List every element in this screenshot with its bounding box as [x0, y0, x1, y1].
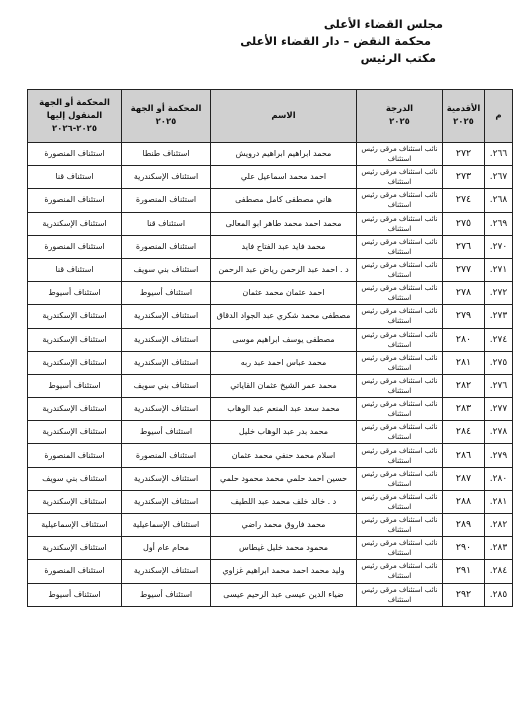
- row-number: ٢٧٩.: [485, 444, 513, 467]
- grade-cell: نائب استئناف مرقى رئيس استئناف: [357, 189, 443, 212]
- seniority-cell: ٢٧٨: [443, 282, 485, 305]
- table-row: [28, 537, 513, 560]
- row-number: ٢٨٠.: [485, 467, 513, 490]
- target-court-cell: استئناف الإسكندرية: [28, 328, 122, 351]
- target-court-cell: استئناف أسيوط: [28, 282, 122, 305]
- column-header-name: الاسم: [211, 90, 357, 143]
- grade-cell: نائب استئناف مرقى رئيس استئناف: [357, 514, 443, 537]
- table-header-row: [28, 90, 513, 143]
- table-row: [28, 514, 513, 537]
- target-court-cell: استئناف قنا: [28, 258, 122, 281]
- grade-cell: نائب استئناف مرقى رئيس استئناف: [357, 467, 443, 490]
- row-number: ٢٨٢.: [485, 514, 513, 537]
- row-number: ٢٧٨.: [485, 421, 513, 444]
- seniority-cell: ٢٧٣: [443, 166, 485, 189]
- current-court-cell: استئناف المنصورة: [122, 235, 211, 258]
- current-court-cell: استئناف أسيوط: [122, 583, 211, 606]
- grade-cell: نائب استئناف مرقى رئيس استئناف: [357, 258, 443, 281]
- column-header-number: م: [485, 90, 513, 143]
- grade-cell: نائب استئناف مرقى رئيس استئناف: [357, 374, 443, 397]
- grade-cell: نائب استئناف مرقى رئيس استئناف: [357, 328, 443, 351]
- judges-roster-table: [27, 89, 513, 607]
- target-court-cell: استئناف الإسكندرية: [28, 305, 122, 328]
- current-court-cell: استئناف الإسكندرية: [122, 560, 211, 583]
- grade-cell: نائب استئناف مرقى رئيس استئناف: [357, 537, 443, 560]
- table-row: [28, 282, 513, 305]
- row-number: ٢٨٥.: [485, 583, 513, 606]
- table-row: [28, 421, 513, 444]
- row-number: ٢٨٣.: [485, 537, 513, 560]
- current-court-cell: استئناف الإسكندرية: [122, 467, 211, 490]
- grade-cell: نائب استئناف مرقى رئيس استئناف: [357, 212, 443, 235]
- row-number: ٢٨٤.: [485, 560, 513, 583]
- column-header-grade: الدرجة ٢٠٢٥: [357, 90, 443, 143]
- row-number: ٢٧٣.: [485, 305, 513, 328]
- target-court-cell: استئناف الإسكندرية: [28, 421, 122, 444]
- grade-cell: نائب استئناف مرقى رئيس استئناف: [357, 143, 443, 166]
- grade-cell: نائب استئناف مرقى رئيس استئناف: [357, 421, 443, 444]
- grade-cell: نائب استئناف مرقى رئيس استئناف: [357, 490, 443, 513]
- name-cell: هاني مصطفى كامل مصطفى: [211, 189, 357, 212]
- current-court-cell: استئناف أسيوط: [122, 282, 211, 305]
- seniority-cell: ٢٧٩: [443, 305, 485, 328]
- table-row: [28, 328, 513, 351]
- seniority-cell: ٢٨٠: [443, 328, 485, 351]
- name-cell: حسين احمد حلمي محمد محمود حلمي: [211, 467, 357, 490]
- column-header-court: المحكمة أو الجهة ٢٠٢٥: [122, 90, 211, 143]
- row-number: ٢٧٧.: [485, 398, 513, 421]
- target-court-cell: استئناف الإسكندرية: [28, 212, 122, 235]
- current-court-cell: استئناف المنصورة: [122, 189, 211, 212]
- grade-cell: نائب استئناف مرقى رئيس استئناف: [357, 282, 443, 305]
- row-number: ٢٧٤.: [485, 328, 513, 351]
- table-row: [28, 212, 513, 235]
- seniority-cell: ٢٧٤: [443, 189, 485, 212]
- table-row: [28, 143, 513, 166]
- current-court-cell: استئناف الإسكندرية: [122, 490, 211, 513]
- seniority-cell: ٢٩٠: [443, 537, 485, 560]
- table-row: [28, 351, 513, 374]
- target-court-cell: استئناف الإسكندرية: [28, 537, 122, 560]
- seniority-cell: ٢٨٢: [443, 374, 485, 397]
- table-row: [28, 305, 513, 328]
- current-court-cell: استئناف الإسكندرية: [122, 328, 211, 351]
- row-number: ٢٧٢.: [485, 282, 513, 305]
- table-row: [28, 235, 513, 258]
- target-court-cell: استئناف الإسكندرية: [28, 490, 122, 513]
- name-cell: محمد فايد عبد الفتاح فايد: [211, 235, 357, 258]
- name-cell: محمد احمد محمد طاهر ابو المعالى: [211, 212, 357, 235]
- seniority-cell: ٢٨٧: [443, 467, 485, 490]
- grade-cell: نائب استئناف مرقى رئيس استئناف: [357, 305, 443, 328]
- current-court-cell: استئناف الإسماعيلية: [122, 514, 211, 537]
- row-number: ٢٦٦.: [485, 143, 513, 166]
- name-cell: احمد محمد اسماعيل علي: [211, 166, 357, 189]
- table-row: [28, 467, 513, 490]
- current-court-cell: استئناف طنطا: [122, 143, 211, 166]
- office-title: مكتب الرئيس: [360, 51, 436, 65]
- seniority-cell: ٢٨٦: [443, 444, 485, 467]
- table-row: [28, 490, 513, 513]
- row-number: ٢٦٨.: [485, 189, 513, 212]
- current-court-cell: استئناف المنصورة: [122, 444, 211, 467]
- column-header-seniority: الأقدمية ٢٠٢٥: [443, 90, 485, 143]
- name-cell: مصطفى محمد شكري عبد الجواد الدقاق: [211, 305, 357, 328]
- name-cell: محمد فاروق محمد راضي: [211, 514, 357, 537]
- seniority-cell: ٢٧٧: [443, 258, 485, 281]
- seniority-cell: ٢٧٢: [443, 143, 485, 166]
- table-row: [28, 583, 513, 606]
- row-number: ٢٧١.: [485, 258, 513, 281]
- target-court-cell: استئناف بني سويف: [28, 467, 122, 490]
- target-court-cell: استئناف المنصورة: [28, 189, 122, 212]
- target-court-cell: استئناف الإسكندرية: [28, 351, 122, 374]
- target-court-cell: استئناف الإسماعيلية: [28, 514, 122, 537]
- current-court-cell: استئناف قنا: [122, 212, 211, 235]
- seniority-cell: ٢٩٢: [443, 583, 485, 606]
- grade-cell: نائب استئناف مرقى رئيس استئناف: [357, 351, 443, 374]
- target-court-cell: استئناف المنصورة: [28, 235, 122, 258]
- seniority-cell: ٢٨١: [443, 351, 485, 374]
- row-number: ٢٧٥.: [485, 351, 513, 374]
- grade-cell: نائب استئناف مرقى رئيس استئناف: [357, 235, 443, 258]
- name-cell: مصطفى يوسف ابراهيم موسى: [211, 328, 357, 351]
- document-header: [240, 16, 443, 67]
- column-header-target-court: المحكمة أو الجهة المنقول إليها ٢٠٢٥-٢٠٢٦: [28, 90, 122, 143]
- seniority-cell: ٢٩١: [443, 560, 485, 583]
- target-court-cell: استئناف المنصورة: [28, 143, 122, 166]
- council-title: مجلس القضاء الأعلى: [323, 17, 443, 31]
- current-court-cell: استئناف الإسكندرية: [122, 166, 211, 189]
- seniority-cell: ٢٧٥: [443, 212, 485, 235]
- table-row: [28, 258, 513, 281]
- row-number: ٢٦٧.: [485, 166, 513, 189]
- seniority-cell: ٢٧٦: [443, 235, 485, 258]
- name-cell: د . احمد عبد الرحمن رياض عبد الرحمن: [211, 258, 357, 281]
- seniority-cell: ٢٨٤: [443, 421, 485, 444]
- row-number: ٢٧٦.: [485, 374, 513, 397]
- name-cell: اسلام محمد حنفي محمد عثمان: [211, 444, 357, 467]
- current-court-cell: استئناف أسيوط: [122, 421, 211, 444]
- table-row: [28, 189, 513, 212]
- name-cell: وليد محمد احمد محمد ابراهيم غزاوي: [211, 560, 357, 583]
- target-court-cell: استئناف أسيوط: [28, 583, 122, 606]
- current-court-cell: استئناف بني سويف: [122, 258, 211, 281]
- name-cell: د . خالد خلف محمد عبد اللطيف: [211, 490, 357, 513]
- target-court-cell: استئناف الإسكندرية: [28, 398, 122, 421]
- target-court-cell: استئناف المنصورة: [28, 444, 122, 467]
- court-title: محكمة النقض – دار القضاء الأعلى: [240, 34, 431, 48]
- grade-cell: نائب استئناف مرقى رئيس استئناف: [357, 166, 443, 189]
- grade-cell: نائب استئناف مرقى رئيس استئناف: [357, 560, 443, 583]
- name-cell: احمد عثمان محمد عثمان: [211, 282, 357, 305]
- row-number: ٢٨١.: [485, 490, 513, 513]
- current-court-cell: استئناف الإسكندرية: [122, 305, 211, 328]
- row-number: ٢٧٠.: [485, 235, 513, 258]
- seniority-cell: ٢٨٩: [443, 514, 485, 537]
- name-cell: محمد بدر عبد الوهاب خليل: [211, 421, 357, 444]
- name-cell: ضياء الدين عيسى عبد الرحيم عيسى: [211, 583, 357, 606]
- current-court-cell: استئناف الإسكندرية: [122, 398, 211, 421]
- table-row: [28, 398, 513, 421]
- table-row: [28, 444, 513, 467]
- target-court-cell: استئناف قنا: [28, 166, 122, 189]
- grade-cell: نائب استئناف مرقى رئيس استئناف: [357, 444, 443, 467]
- name-cell: محمد ابراهيم ابراهيم درويش: [211, 143, 357, 166]
- name-cell: محمد عباس احمد عبد ربه: [211, 351, 357, 374]
- table-row: [28, 560, 513, 583]
- current-court-cell: استئناف بني سويف: [122, 374, 211, 397]
- grade-cell: نائب استئناف مرقى رئيس استئناف: [357, 398, 443, 421]
- target-court-cell: استئناف المنصورة: [28, 560, 122, 583]
- row-number: ٢٦٩.: [485, 212, 513, 235]
- name-cell: محمود محمد خليل غيطاس: [211, 537, 357, 560]
- seniority-cell: ٢٨٣: [443, 398, 485, 421]
- name-cell: محمد سعد عبد المنعم عبد الوهاب: [211, 398, 357, 421]
- table-row: [28, 166, 513, 189]
- name-cell: محمد عمر الشيخ عثمان القاياتي: [211, 374, 357, 397]
- current-court-cell: محام عام أول: [122, 537, 211, 560]
- table-body: [28, 143, 513, 607]
- current-court-cell: استئناف الإسكندرية: [122, 351, 211, 374]
- table-row: [28, 374, 513, 397]
- target-court-cell: استئناف أسيوط: [28, 374, 122, 397]
- seniority-cell: ٢٨٨: [443, 490, 485, 513]
- grade-cell: نائب استئناف مرقى رئيس استئناف: [357, 583, 443, 606]
